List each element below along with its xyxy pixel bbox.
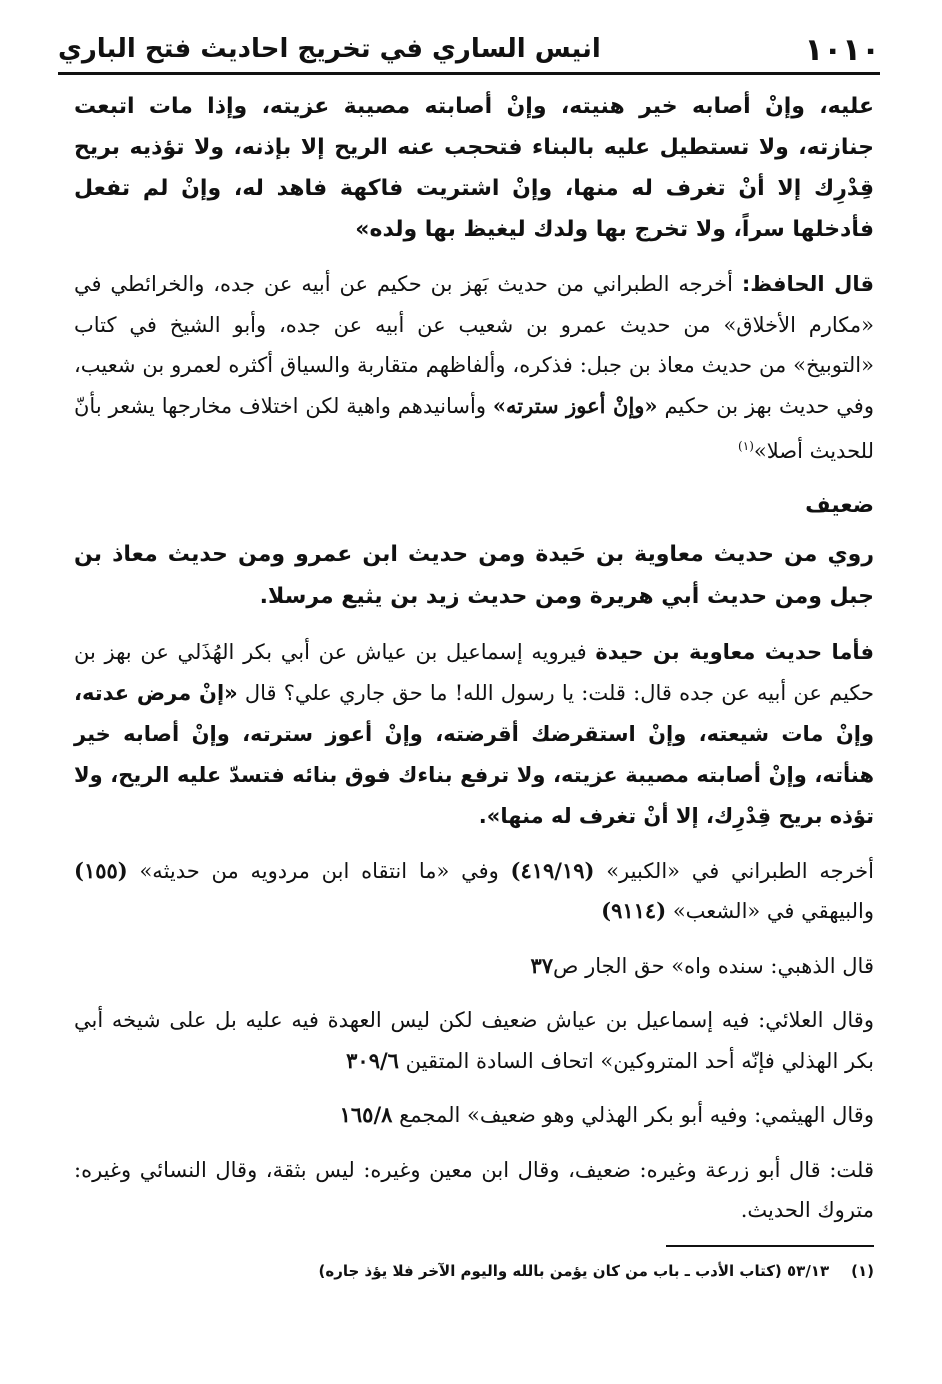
author-conclusion: قلت: قال أبو زرعة وغيره: ضعيف، وقال ابن معين وغيره: ليس بثقة، وقال النسائي وغيره: متروك الحديث.: [74, 1157, 874, 1222]
footnote-separator: [666, 1245, 874, 1247]
main-text: [74, 86, 874, 1231]
takhrij-paragraph: [74, 851, 874, 932]
muawiya-text: فيرويه إسماعيل بن عياش عن أبي بكر الهُذَلي عن بهز بن حكيم عن أبيه عن جده قال: قلت: يا رسول الله! ما حق جاري علي؟ قال: [74, 639, 875, 705]
narration-routes: روي من حديث معاوية بن حَيدة ومن حديث ابن عمرو ومن حديث معاذ بن جبل ومن حديث أبي هريرة ومن حديث زيد بن يثيع مرسلا.: [74, 541, 874, 609]
takhrij-text-3: والبيهقي في «الشعب»: [666, 899, 874, 923]
hafiz-text-1: أخرجه الطبراني من حديث بَهز بن حكيم عن أبيه عن جده، والخرائطي في «مكارم الأخلاق» من حديث عمرو بن شعيب عن أبيه عن جده، وأبو الشيخ في كتاب «التوبيخ» من حديث معاذ بن جبل: فذكره، وألفاظهم متقاربة والسياق أكثره لعمرو بن شعيب، وفي حديث بهز بن حكيم: [74, 272, 874, 418]
takhrij-text-1: أخرجه الطبراني في «الكبير»: [594, 858, 874, 883]
alai-ref: ٣٠٩/٦: [346, 1047, 399, 1073]
takhrij-text-2: وفي «ما انتقاه ابن مردويه من حديثه»: [127, 858, 511, 883]
haythami-quote: [74, 1095, 874, 1136]
muawiya-hadith: [74, 632, 874, 837]
hafiz-bold-quote: «وإنْ أعوز سترته»: [492, 392, 658, 418]
haythami-ref: ١٦٥/٨: [339, 1102, 393, 1127]
running-title: انيس الساري في تخريج احاديث فتح الباري: [58, 34, 601, 64]
dhahabi-page: ٣٧: [530, 952, 553, 978]
alai-text: وقال العلائي: فيه إسماعيل بن عياش ضعيف لكن ليس العهدة فيه عليه بل على شيخه أبي بكر الهذلي فإنّه أحد المتروكين» اتحاف السادة المتقين: [74, 1008, 874, 1073]
footnote-mark: (١): [851, 1262, 874, 1280]
hafiz-text-2: وأسانيدهم واهية لكن اختلاف مخارجها يشعر بأنّ للحديث أصلا»: [74, 393, 874, 463]
footnote: [74, 1262, 874, 1280]
takhrij-ref-3: (٩١١٤): [601, 898, 667, 923]
hafiz-label: قال الحافظ:: [741, 272, 874, 296]
haythami-text: وقال الهيثمي: وفيه أبو بكر الهذلي وهو ضعيف» المجمع: [392, 1103, 874, 1127]
dhahabi-text: قال الذهبي: سنده واه» حق الجار ص: [553, 953, 874, 978]
muawiya-lead: فأما حديث معاوية بن حيدة: [595, 639, 874, 664]
page-number: ١٠١٠: [804, 32, 880, 68]
alai-quote: [74, 1000, 874, 1081]
dhahabi-quote: [74, 946, 874, 987]
grade-heading: ضعيف: [805, 492, 874, 518]
takhrij-ref-1: (٤١٩/١٩): [510, 857, 595, 883]
page-header: [58, 26, 880, 75]
footnote-reference: (١): [738, 439, 754, 453]
footnote-text: ٥٣/١٣ (كتاب الأدب ـ باب من كان يؤمن بالله واليوم الآخر فلا يؤذ جاره): [318, 1262, 830, 1280]
takhrij-ref-2: (١٥٥): [74, 857, 128, 883]
muawiya-quote: «إنْ مرض عدته، وإنْ مات شيعته، وإنْ استقرضك أقرضته، وإنْ أعوز سترته، وإنْ أصابه خير هنأته، وإنْ أصابته مصيبة عزيته، ولا ترفع بناءك فوق بنائه فتسدّ عليه الريح، ولا تؤذه بريح قِدْرِك، إلا أنْ تغرف له منها».: [74, 680, 874, 828]
hadith-text-continuation: عليه، وإنْ أصابه خير هنيته، وإنْ أصابته مصيبة عزيته، وإذا مات اتبعت جنازته، ولا تستطيل عليه بالبناء فتحجب عنه الريح إلا بإذنه، ولا تؤذيه بريح قِدْرِك إلا أنْ تغرف له منها، وإنْ اشتريت فاكهة فاهد له، وإنْ لم تفعل فأدخلها سراً، ولا تخرج بها ولدك ليغيظ بها ولده»: [74, 94, 874, 242]
hafiz-commentary: [74, 264, 874, 472]
